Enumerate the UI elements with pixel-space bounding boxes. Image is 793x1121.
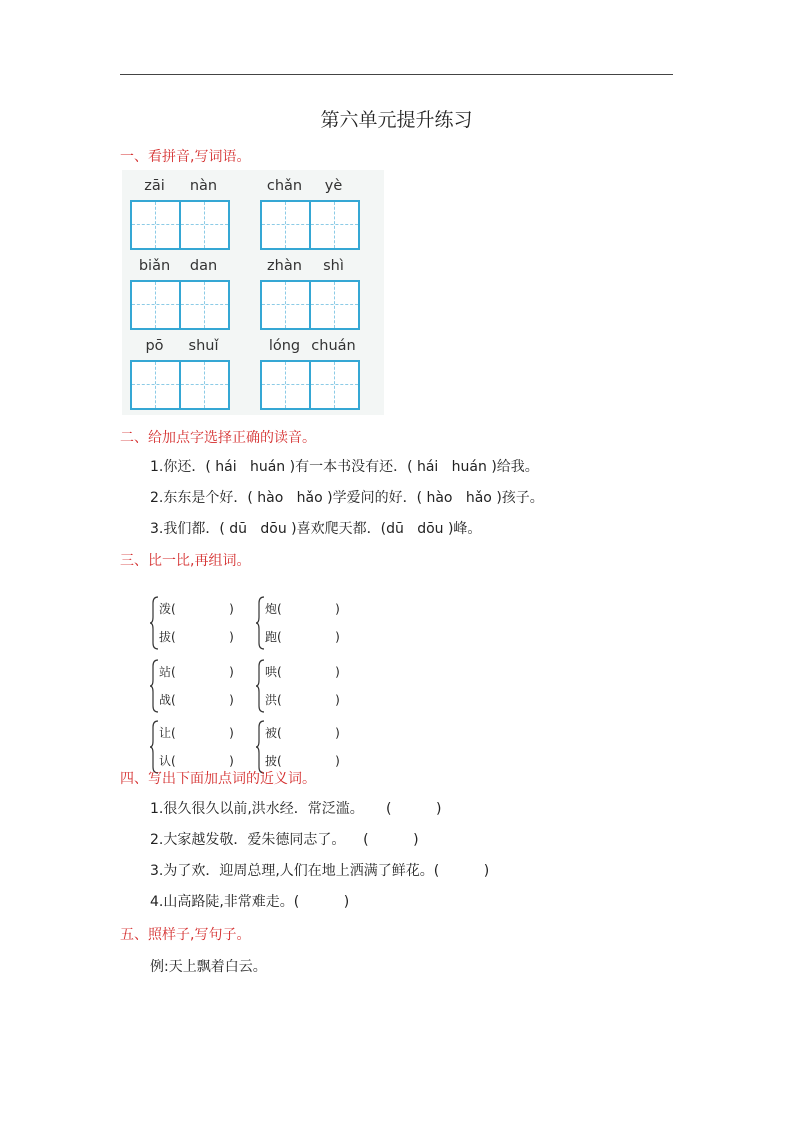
- pinyin: yè: [324, 178, 343, 194]
- compare-item: 洪( ): [265, 693, 340, 707]
- pinyin: shì: [323, 258, 344, 274]
- compare-item: 泼( ): [159, 602, 234, 616]
- pinyin: chǎn: [266, 178, 303, 194]
- section5-heading: 五、照样子,写句子。: [120, 927, 251, 943]
- writing-boxes[interactable]: [260, 200, 360, 250]
- compare-group-6: [256, 720, 356, 774]
- compare-item: 让( ): [159, 726, 234, 740]
- compare-item: 被( ): [265, 726, 340, 740]
- section4-line-3: 3.为了欢．迎周总理,人们在地上洒满了鲜花。( ): [150, 863, 490, 879]
- compare-item: 认( ): [159, 754, 234, 768]
- pinyin: dan: [189, 258, 218, 274]
- compare-item: 跑( ): [265, 630, 340, 644]
- writing-boxes[interactable]: [260, 360, 360, 410]
- section3-heading: 三、比一比,再组词。: [120, 553, 251, 569]
- compare-item: 哄( ): [265, 665, 340, 679]
- writing-boxes[interactable]: [130, 200, 230, 250]
- pinyin: chuán: [311, 338, 356, 354]
- section4-line-2: 2.大家越发敬．爱朱德同志了。 ( ): [150, 832, 419, 848]
- section4-line-1: 1.很久很久以前,洪水经．常泛滥。 ( ): [150, 801, 442, 817]
- section4-heading: 四、写出下面加点词的近义词。: [120, 771, 316, 787]
- section5-example: 例:天上飘着白云。: [150, 959, 267, 975]
- pinyin: shuǐ: [188, 338, 219, 354]
- writing-boxes[interactable]: [130, 280, 230, 330]
- compare-item: 披( ): [265, 754, 340, 768]
- pinyin: biǎn: [138, 258, 171, 274]
- compare-item: 站( ): [159, 665, 234, 679]
- section2-line-2: 2.东东是个好．( hào hǎo )学爱问的好．( hào hǎo )孩子。: [150, 490, 544, 506]
- compare-group-1: [150, 596, 250, 650]
- section1-heading: 一、看拼音,写词语。: [120, 149, 251, 165]
- writing-boxes[interactable]: [130, 360, 230, 410]
- pinyin: pō: [145, 338, 164, 354]
- compare-item: 战( ): [159, 693, 234, 707]
- writing-boxes[interactable]: [260, 280, 360, 330]
- compare-group-4: [256, 659, 356, 713]
- compare-group-2: [256, 596, 356, 650]
- page-title: 第六单元提升练习: [320, 109, 473, 131]
- pinyin-grid-panel: [122, 170, 384, 415]
- compare-item: 拔( ): [159, 630, 234, 644]
- compare-group-5: [150, 720, 250, 774]
- pinyin: zhàn: [267, 258, 302, 274]
- compare-item: 炮( ): [265, 602, 340, 616]
- section2-heading: 二、给加点字选择正确的读音。: [120, 430, 316, 446]
- section2-line-3: 3.我们都．( dū dōu )喜欢爬天都．(dū dōu )峰。: [150, 521, 482, 537]
- pinyin: zāi: [144, 178, 165, 194]
- pinyin: nàn: [189, 178, 218, 194]
- section4-line-4: 4.山高路陡,非常难走。( ): [150, 894, 350, 910]
- header-rule: [120, 74, 673, 75]
- pinyin: lóng: [268, 338, 301, 354]
- section2-line-1: 1.你还．( hái huán )有一本书没有还．( hái huán )给我。: [150, 459, 539, 475]
- compare-group-3: [150, 659, 250, 713]
